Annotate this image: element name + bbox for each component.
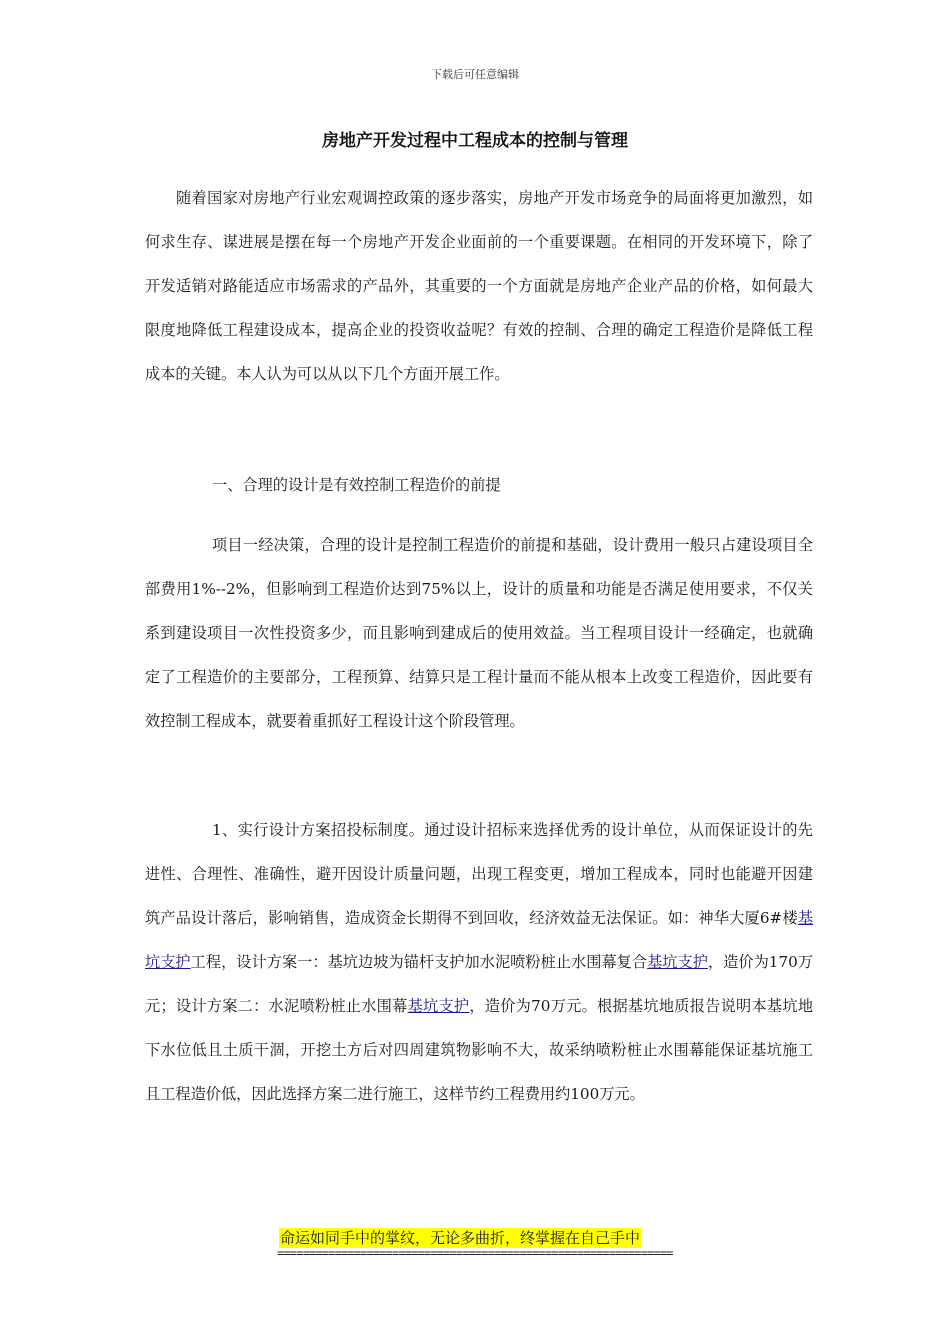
- intro-paragraph: 随着国家对房地产行业宏观调控政策的逐步落实，房地产开发市场竞争的局面将更加激烈，如何求生存、谋进展是摆在每一个房地产开发企业面前的一个重要课题。在相同的开发环境下，除了开发适销对路能适应市场需求的产品外，其重要的一个方面就是房地产企业产品的价格，如何最大限度地降低工程建设成本，提高企业的投资收益呢？有效的控制、合理的确定工程造价是降低工程成本的关键。本人认为可以从以下几个方面开展工作。: [145, 189, 813, 383]
- link-foundation-pit-support-3[interactable]: 基坑支护: [407, 997, 470, 1015]
- footer-quote: 命运如同手中的掌纹，无论多曲折，终掌握在自己手中: [280, 1229, 641, 1247]
- header-note: 下载后可任意编辑: [431, 68, 519, 81]
- footer-rule: ==============================================================: [277, 1246, 673, 1260]
- section-1-paragraph: 项目一经决策，合理的设计是控制工程造价的前提和基础，设计费用一般只占建设项目全部费用1%--2%，但影响到工程造价达到75%以上，设计的质量和功能是否满足使用要求，不仅关系到建设项目一次性投资多少，而且影响到建成后的使用效益。当工程项目设计一经确定，也就确定了工程造价的主要部分，工程预算、结算只是工程计量而不能从根本上改变工程造价，因此要有效控制工程成本，就要着重抓好工程设计这个阶段管理。: [145, 536, 813, 730]
- item-1-text-c: ，造价为170万元；设计方案二：水泥喷粉桩止水围幕: [145, 953, 814, 1015]
- item-1-paragraph: [145, 808, 813, 1116]
- document-title: 房地产开发过程中工程成本的控制与管理: [322, 131, 628, 151]
- item-1-text-a: 1、实行设计方案招投标制度。通过设计招标来选择优秀的设计单位，从而保证设计的先进性、合理性、准确性，避开因设计质量问题，出现工程变更，增加工程成本，同时也能避开因建筑产品设计落后，影响销售，造成资金长期得不到回收，经济效益无法保证。如：神华大厦6#楼: [145, 821, 813, 927]
- link-foundation-pit-support-1[interactable]: 基坑支护: [145, 909, 813, 971]
- section-heading-1: 一、合理的设计是有效控制工程造价的前提: [212, 476, 501, 494]
- link-foundation-pit-support-2[interactable]: 基坑支护: [647, 953, 708, 971]
- item-1-text-d: ，造价为70万元。根据基坑地质报告说明本基坑地下水位低且土质干涸，开挖土方后对四周建筑物影响不大，故采纳喷粉桩止水围幕能保证基坑施工且工程造价低，因此选择方案二进行施工，这样节约工程费用约100万元。: [145, 997, 814, 1103]
- item-1-text-b: 工程，设计方案一：基坑边坡为锚杆支护加水泥喷粉桩止水围幕复合: [190, 953, 648, 971]
